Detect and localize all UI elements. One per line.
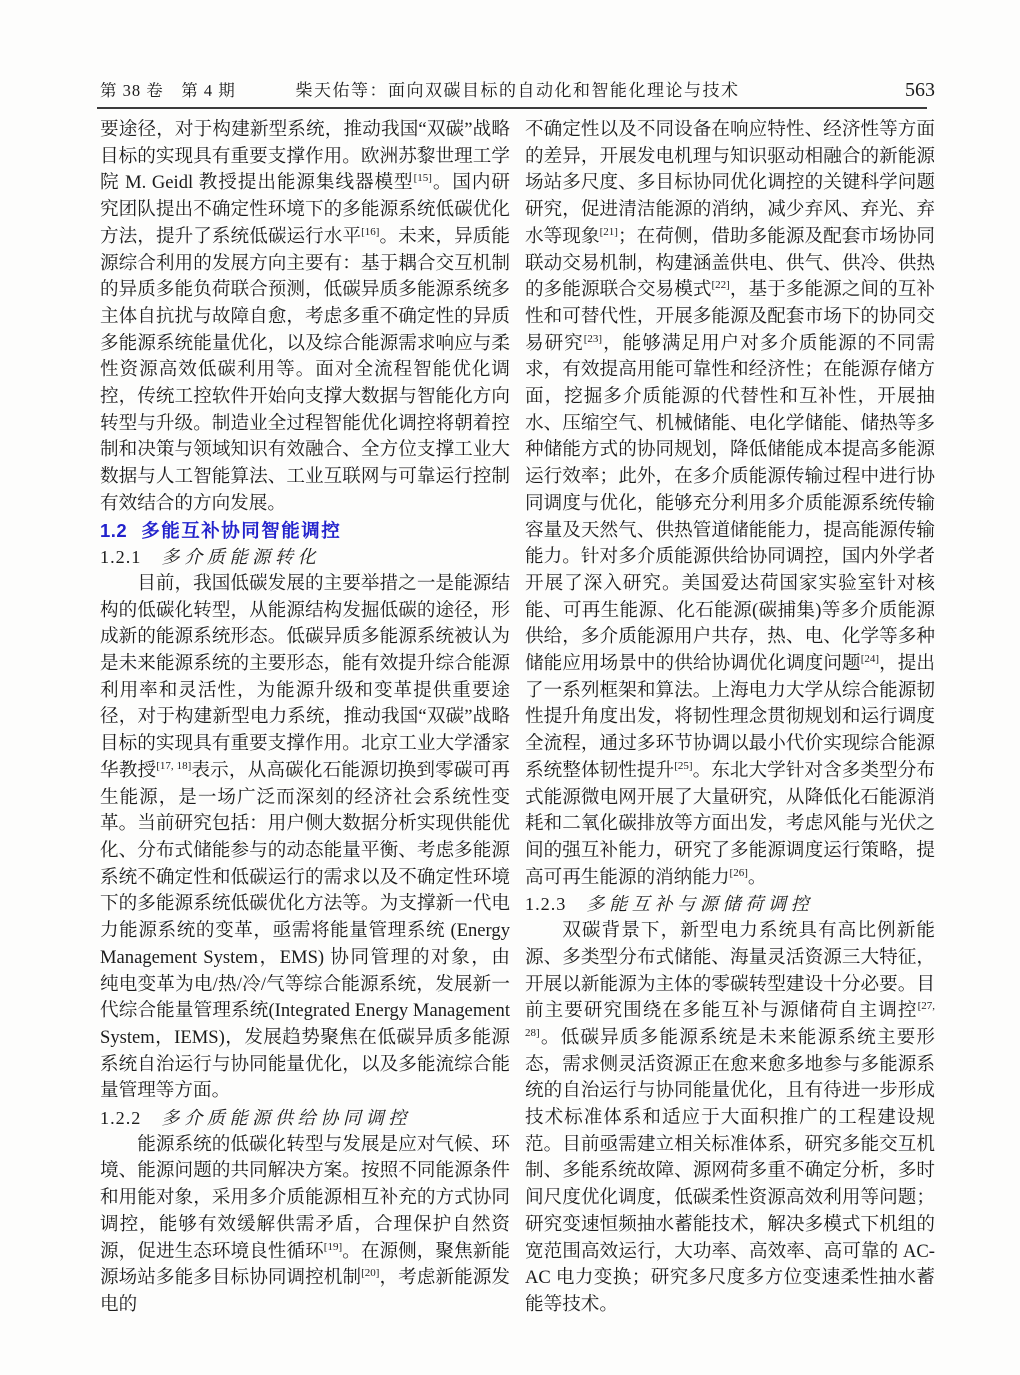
heading-title: 多介质能源转化 bbox=[161, 547, 321, 568]
volume-issue: 第 38 卷 第 4 期 bbox=[100, 81, 236, 100]
running-title: 柴天佑等：面向双碳目标的自动化和智能化理论与技术 bbox=[295, 81, 740, 100]
heading-title: 多能互补协同智能调控 bbox=[141, 519, 342, 541]
citation-ref: [20] bbox=[361, 1267, 380, 1280]
paragraph: 双碳背景下，新型电力系统具有高比例新能源、多类型分布式储能、海量灵活资源三大特征，开展以新能源为主体的零碳转型建设十分必要。目前主要研究围绕在多能互补与源储荷自主调控[27, 28]。低碳异质多能源系统是未来能源系统主要形态，需求侧灵活资源正在愈来愈多地参与多能源系统的自治运行与协同能量优化，且有待进一步形成技术标准体系和适应于大面积推广的工程建设规范。目前亟需建立相关标准体系，研究多能交互机制、多能系统故障、源网荷多重不确定分析，多时间尺度优化调度，低碳柔性资源高效利用等问题；研究变速恒频抽水蓄能技术，解决多模式下机组的宽范围高效运行，大功率、高效率、高可靠的 AC-AC 电力变换；研究多尺度多方位变速柔性抽水蓄能等技术。 bbox=[525, 920, 935, 1315]
subsection-heading bbox=[100, 1105, 510, 1132]
paragraph: 目前，我国低碳发展的主要举措之一是能源结构的低碳化转型，从能源结构发掘低碳的途径，形成新的能源系统形态。低碳异质多能源系统被认为是未来能源系统的主要形态，能有效提升综合能源利用率和灵活性，为能源升级和变革提供重要途径，对于构建新型电力系统，推动我国“双碳”战略目标的实现具有重要支撑作用。北京工业大学潘家华教授[17, 18]表示，从高碳化石能源切换到零碳可再生能源，是一场广泛而深刻的经济社会系统性变革。当前研究包括：用户侧大数据分析实现供能优化、分布式储能参与的动态能量平衡、考虑多能源系统不确定性和低碳运行的需求以及不确定性环境下的多能源系统低碳优化方法等。为支撑新一代电力能源系统的变革，亟需将能量管理系统 (Energy Management System，EMS) 协同管理的对象，由纯电变革为电/热/冷/气等综合能源系统，发展新一代综合能量管理系统(Integrated Energy Management System，IEMS)，发展趋势聚焦在低碳异质多能源系统自治运行与协同能量优化，以及多能流综合能量管理等方面。 bbox=[100, 572, 510, 1102]
article-body bbox=[100, 117, 935, 1319]
heading-title: 多能互补与源储荷调控 bbox=[586, 894, 814, 915]
column-right bbox=[525, 117, 935, 1319]
heading-number: 1.2 bbox=[100, 519, 128, 541]
citation-ref: [27, 28] bbox=[525, 1000, 935, 1039]
citation-ref: [16] bbox=[361, 225, 380, 238]
section-heading bbox=[100, 518, 510, 545]
citation-ref: [24] bbox=[860, 652, 880, 665]
header-rule bbox=[97, 107, 927, 109]
heading-number: 1.2.3 bbox=[525, 894, 567, 915]
citation-ref: [17, 18] bbox=[156, 759, 192, 772]
column-left bbox=[100, 117, 510, 1319]
citation-ref: [25] bbox=[674, 759, 693, 772]
citation-ref: [21] bbox=[599, 225, 618, 238]
citation-ref: [23] bbox=[583, 332, 603, 345]
citation-ref: [22] bbox=[711, 279, 730, 292]
heading-number: 1.2.1 bbox=[100, 547, 142, 568]
citation-ref: [26] bbox=[729, 866, 748, 879]
paragraph: 不确定性以及不同设备在响应特性、经济性等方面的差异，开展发电机理与知识驱动相融合的新能源场站多尺度、多目标协同优化调控的关键科学问题研究，促进清洁能源的消纳，减少弃风、弃光、弃水等现象[21]；在荷侧，借助多能源及配套市场协同联动交易机制，构建涵盖供电、供气、供冷、供热的多能源联合交易模式[22]，基于多能源之间的互补性和可替代性，开展多能源及配套市场下的协同交易研究[23]，能够满足用户对多介质能源的不同需求，有效提高用能可靠性和经济性；在能源存储方面，挖掘多介质能源的代替性和互补性，开展抽水、压缩空气、机械储能、电化学储能、储热等多种储能方式的协同规划，降低储能成本提高多能源运行效率；此外，在多介质能源传输过程中进行协同调度与优化，能够充分利用多介质能源系统传输容量及天然气、供热管道储能能力，提高能源传输能力。针对多介质能源供给协同调控，国内外学者开展了深入研究。美国爱达荷国家实验室针对核能、可再生能源、化石能源(碳捕集)等多介质能源供给，多介质能源用户共存，热、电、化学等多种储能应用场景中的供给协调优化调度问题[24]，提出了一系列框架和算法。上海电力大学从综合能源韧性提升角度出发，将韧性理念贯彻规划和运行调度全流程，通过多环节协调以最小代价实现综合能源系统整体韧性提升[25]。东北大学针对含多类型分布式能源微电网开展了大量研究，从降低化石能源消耗和二氧化碳排放等方面出发，考虑风能与光伏之间的强互补能力，研究了多能源调度运行策略，提高可再生能源的消纳能力[26]。 bbox=[525, 119, 935, 888]
heading-number: 1.2.2 bbox=[100, 1108, 142, 1129]
subsection-heading bbox=[100, 544, 510, 571]
citation-ref: [15] bbox=[413, 172, 432, 185]
running-header bbox=[100, 76, 935, 102]
page-number: 563 bbox=[905, 79, 935, 101]
paragraph: 能源系统的低碳化转型与发展是应对气候、环境、能源问题的共同解决方案。按照不同能源条件和用能对象，采用多介质能源相互补充的方式协同调控，能够有效缓解供需矛盾，合理保护自然资源，促进生态环境良性循环[19]。在源侧，聚焦新能源场站多能多目标协同调控机制[20]，考虑新能源发电的 bbox=[100, 1133, 510, 1315]
paragraph: 要途径，对于构建新型系统，推动我国“双碳”战略目标的实现具有重要支撑作用。欧洲苏黎世理工学院 M. Geidl 教授提出能源集线器模型[15]。国内研究团队提出不确定性环境下的多能源系统低碳优化方法，提升了系统低碳运行水平[16]。未来，异质能源综合利用的发展方向主要有：基于耦合交互机制的异质多能负荷联合预测，低碳异质多能源系统多主体自抗扰与故障自愈，考虑多重不确定性的异质多能源系统能量优化，以及综合能源需求响应与柔性资源高效低碳利用等。面对全流程智能优化调控，传统工控软件开始向支撑大数据与智能化方向转型与升级。制造业全过程智能优化调控将朝着控制和决策与领域知识有效融合、全方位支撑工业大数据与人工智能算法、工业互联网与可靠运行控制有效结合的方向发展。 bbox=[100, 119, 510, 514]
heading-title: 多介质能源供给协同调控 bbox=[161, 1108, 411, 1129]
citation-ref: [19] bbox=[323, 1240, 343, 1253]
subsection-heading bbox=[525, 891, 935, 918]
